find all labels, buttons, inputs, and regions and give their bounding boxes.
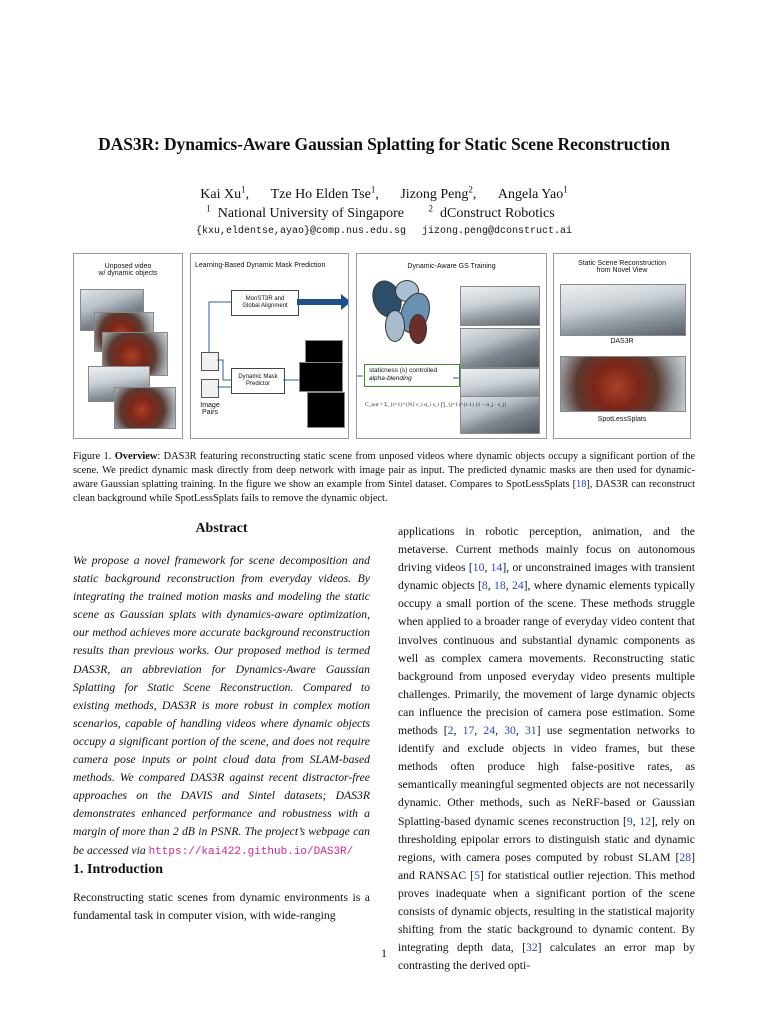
citation-link[interactable]: 18 (494, 579, 506, 593)
panel-title: Dynamic-Aware GS Training (407, 263, 496, 270)
author: Angela Yao$^1$ (497, 184, 568, 202)
affiliation: $^1$ National University of Singapore (206, 203, 404, 221)
staticness-text: staticness (s) controlled (369, 367, 438, 374)
das3r-result-image (560, 284, 686, 336)
citation-link[interactable]: 30 (504, 724, 516, 738)
flow-arrows (357, 254, 546, 438)
spotless-result-image (560, 356, 686, 412)
spotless-label: SpotLessSplats (597, 416, 647, 423)
section-heading: 1. Introduction (73, 862, 163, 877)
author: Kai Xu$^1$, (200, 184, 250, 202)
intro-text: Reconstructing static scenes from dynamic environments is a fundamental task in computer vision, with wide-ranging (73, 891, 370, 923)
paper-title: DAS3R: Dynamics-Aware Gaussian Splatting for Static Scene Reconstruction (98, 134, 670, 154)
blending-formula: C_out = Σ_{i=1}^{N} c_i α_i s_i ∏_{j=1}^{i-1} (1 − α_j · s_j) (365, 402, 507, 408)
affiliations (0, 203, 768, 222)
citation-link[interactable]: 32 (525, 941, 538, 955)
citation-link[interactable]: 8 (481, 579, 488, 593)
panel-novel-view (553, 253, 691, 439)
figure-caption: Figure 1. Overview: DAS3R featuring reconstructing static scene from unposed videos where dynamic objects occupy a significant portion of the scene. We predict dynamic mask directly from deep network with image pair as input. The predicted dynamic masks are then used for dynamic-aware Gaussian splatting training. In the figure we show an example from Sintel dataset. Compares to SpotLessSplats [18], DAS3R can reconstruct clean background while SpotLessSplats fails to remove the dynamic object. (73, 451, 695, 505)
panel-gs-training (356, 253, 547, 439)
das3r-label: DAS3R (610, 338, 634, 345)
panel-input-video (73, 253, 183, 439)
alpha-blending-text: alpha-blending (369, 375, 412, 383)
citation-link[interactable]: 31 (524, 724, 537, 738)
video-frame-image (114, 387, 176, 429)
citation-link[interactable]: 10 (472, 561, 485, 575)
citation-link[interactable]: 18 (576, 479, 587, 491)
image-pairs-label: Image Pairs (200, 402, 220, 416)
email[interactable]: {kxu,eldentse,ayao}@comp.nus.edu.sg (195, 226, 406, 237)
panel-title: Unposed video w/ dynamic objects (98, 263, 158, 277)
citation-link[interactable]: 2 (447, 724, 454, 738)
author-list (0, 184, 768, 203)
page-number: 1 (381, 946, 387, 960)
citation-link[interactable]: 14 (490, 561, 503, 575)
project-webpage-link[interactable]: https://kai422.github.io/DAS3R/ (148, 845, 354, 858)
right-column-text: applications in robotic perception, animation, and the metaverse. Current methods mainly focus on autonomous driving videos [10, 14], or unconstrained images with transient dynamic objects [8, 18, 24], where dynamic elements typically occupy a small portion of the scene. These methods struggle when applied to a broader range of everyday video content that involves continuous and substantial dynamic components as well as complex camera movements. Reconstructing static background from unposed everyday video presents multiple challenges. Primarily, the movement of large dynamic objects can influence the precision of camera pose estimation. Some methods [2, 17, 24, 30, 31] use segmentation networks to identify and exclude objects in video frames, but these methods often produce high false-positive rates, as semantically meaningful segmented objects are not necessarily dynamic. Other methods, such as NeRF-based or Gaussian Splatting-based dynamic scenes reconstruction [9, 12], rely on thresholding epipolar errors to distinguish static and dynamic regions, with camera poses computed by robust SLAM [28] and RANSAC [5] for statistical outlier rejection. This method proves inadequate when a significant portion of the scene consists of dynamic objects, resulting in the statistical majority shifting from the static background to dynamic content. By integrating depth data, [32] calculates an error map by contrasting the derived opti- (398, 525, 696, 973)
email[interactable]: jizong.peng@dconstruct.ai (422, 226, 573, 237)
panel-mask-prediction (190, 253, 349, 439)
citation-link[interactable]: 9 (626, 814, 633, 828)
overview-figure (73, 251, 690, 439)
citation-link[interactable]: 17 (462, 724, 475, 738)
citation-link[interactable]: 28 (679, 850, 692, 864)
citation-link[interactable]: 12 (639, 814, 651, 828)
abstract-text: We propose a novel framework for scene decomposition and static background reconstruction from everyday videos. By integrating the trained motion masks and modeling the static scene as Gaussian splats with dynamics-aware optimization, our method achieves more accurate background reconstruction results than previous works. Our proposed method is termed DAS3R, an abbreviation for Dynamics-Aware Gaussian Splatting for Static Scene Reconstruction. Compared to existing methods, DAS3R is more robust in complex motion scenarios, capable of handling videos where dynamic objects occupy a significant portion of the scene, and does not require camera pose inputs or point cloud data from SLAM-based methods. We compared DAS3R against recent distractor-free approaches on the DAVIS and Sintel datasets; DAS3R demonstrates enhanced performance and robustness with a margin of more than 2 dB in PSNR. The project’s webpage can be accessed via https://kai422.github.io/DAS3R/ (73, 554, 370, 858)
author-emails (0, 226, 768, 237)
author: Jizong Peng$^2$, (400, 184, 477, 202)
mask-predictor-box: Dynamic Mask Predictor (231, 368, 285, 394)
citation-link[interactable]: 24 (511, 579, 524, 593)
flow-arrows (191, 254, 348, 438)
author: Tze Ho Elden Tse$^1$, (270, 184, 379, 202)
monst3r-box: MonST3R and Global Alignment (231, 290, 299, 316)
panel-title: Static Scene Reconstruction from Novel View (578, 260, 666, 274)
panel-title: Learning-Based Dynamic Mask Prediction (195, 262, 326, 269)
abstract-heading: Abstract (195, 521, 248, 536)
citation-link[interactable]: 5 (474, 868, 480, 882)
citation-link[interactable]: 24 (483, 724, 496, 738)
affiliation: $^2$ dConstruct Robotics (428, 203, 555, 221)
